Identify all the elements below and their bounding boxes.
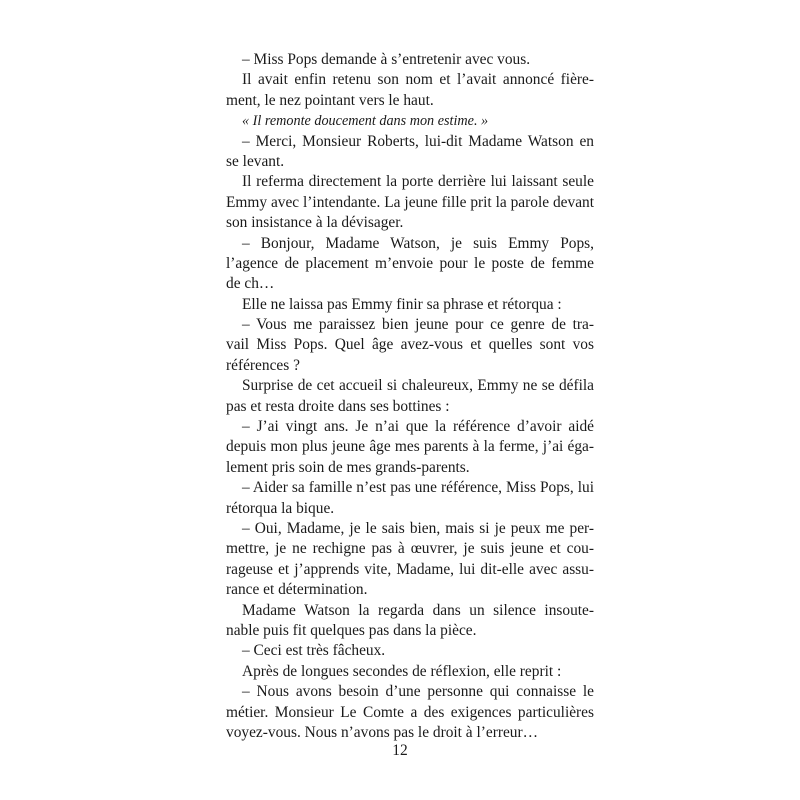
text-line: Après de longues secondes de réflexion, elle reprit : (242, 662, 562, 680)
text-line: nable puis fit quelques pas dans la pièce. (226, 621, 477, 639)
text-line: Il referma directement la porte derrière lui laissant seule (242, 173, 594, 191)
text-line: – Merci, Monsieur Roberts, lui-dit Madame Watson en (242, 132, 594, 150)
text-line: « Il remonte doucement dans mon estime. » (242, 113, 489, 130)
text-line: pas et resta droite dans ses bottines : (226, 397, 450, 415)
text-line: Madame Watson la regarda dans un silence insoute- (242, 601, 594, 619)
text-line: – Miss Pops demande à s’entretenir avec vous. (242, 51, 531, 68)
text-line: – J’ai vingt ans. Je n’ai que la référence d’avoir aidé (242, 418, 594, 436)
text-line: rageuse et j’apprends vite, Madame, lui dit-elle avec assu- (226, 560, 594, 578)
text-line: – Oui, Madame, je le sais bien, mais si je peux me per- (242, 519, 594, 537)
text-line: – Bonjour, Madame Watson, je suis Emmy Pops, (242, 234, 594, 252)
text-line: se levant. (226, 152, 285, 170)
text-line: – Nous avons besoin d’une personne qui connaisse le (242, 683, 594, 701)
text-line: Elle ne laissa pas Emmy finir sa phrase et rétorqua : (242, 295, 562, 313)
page-number: 12 (392, 742, 408, 759)
text-line: voyez-vous. Nous n’avons pas le droit à l’erreur… (226, 723, 538, 741)
text-line: Emmy avec l’intendante. La jeune fille prit la parole devant (226, 193, 594, 211)
text-line: références ? (226, 356, 300, 374)
text-line: métier. Monsieur Le Comte a des exigences particulières (226, 703, 594, 721)
text-line: rétorqua la bique. (226, 499, 335, 517)
text-line: de ch… (226, 275, 275, 293)
text-line: – Ceci est très fâcheux. (242, 642, 386, 660)
text-line: rance et détermination. (226, 581, 368, 599)
text-line: ment, le nez pointant vers le haut. (226, 91, 434, 109)
text-line: Il avait enfin retenu son nom et l’avait annoncé fière- (242, 71, 594, 89)
text-line: son insistance à la dévisager. (226, 214, 404, 232)
text-line: depuis mon plus jeune âge mes parents à la ferme, j’ai éga- (226, 438, 594, 456)
text-line: Surprise de cet accueil si chaleureux, Emmy ne se défila (242, 377, 594, 395)
text-line: vail Miss Pops. Quel âge avez-vous et quelles sont vos (226, 336, 594, 354)
text-line: lement pris soin de mes grands-parents. (226, 458, 470, 476)
book-page-text (226, 50, 594, 743)
text-line: – Aider sa famille n’est pas une référence, Miss Pops, lui (242, 479, 594, 497)
text-line: l’agence de placement m’envoie pour le poste de femme (226, 254, 594, 272)
text-line: – Vous me paraissez bien jeune pour ce genre de tra- (242, 316, 594, 334)
text-line: mettre, je ne rechigne pas à œuvrer, je suis jeune et cou- (226, 540, 594, 558)
